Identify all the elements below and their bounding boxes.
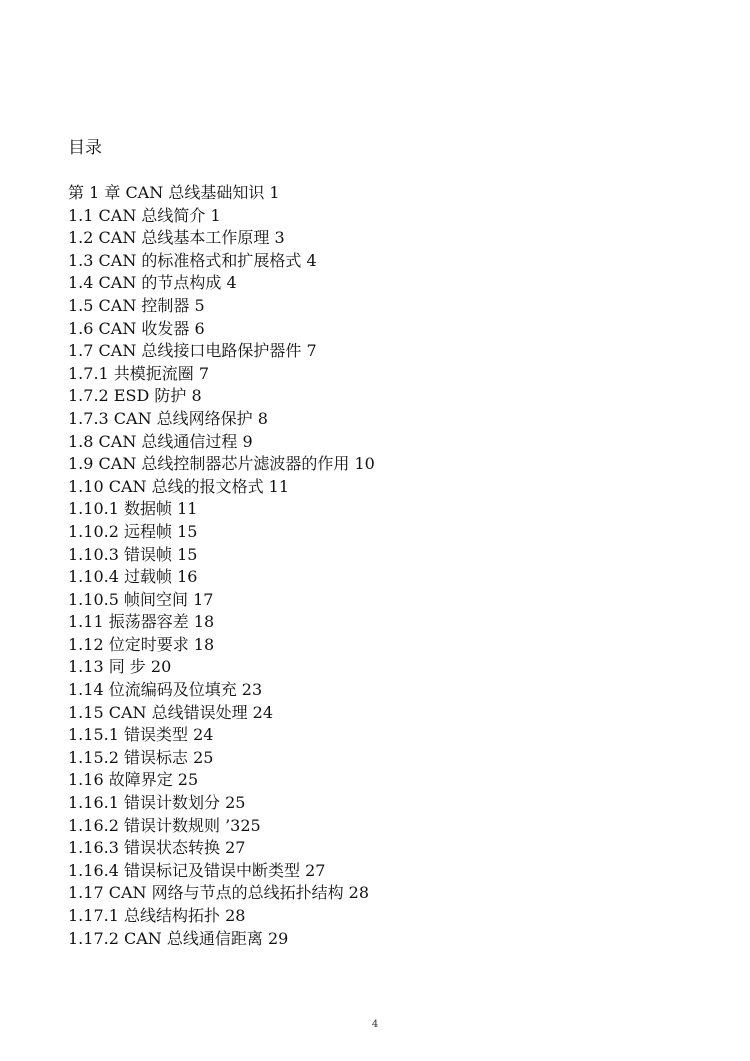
toc-entry: 1.10.5 帧间空间 17 bbox=[68, 589, 214, 609]
toc-entry: 第 1 章 CAN 总线基础知识 1 bbox=[68, 183, 280, 202]
toc-entry: 1.11 振荡器容差 18 bbox=[68, 612, 215, 632]
toc-entry: 1.10.4 过载帧 16 bbox=[68, 567, 198, 587]
toc-entry: 1.14 位流编码及位填充 23 bbox=[68, 680, 263, 700]
toc-entry: 1.7 CAN 总线接口电路保护器件 7 bbox=[68, 341, 317, 361]
toc-entry: 1.10.1 数据帧 11 bbox=[68, 499, 198, 519]
toc-entry: 1.5 CAN 控制器 5 bbox=[68, 295, 205, 315]
toc-entry: 1.4 CAN 的节点构成 4 bbox=[68, 273, 237, 293]
toc-list bbox=[68, 182, 375, 950]
toc-entry: 1.15.2 错误标志 25 bbox=[68, 747, 214, 767]
toc-entry: 1.17.1 总线结构拓扑 28 bbox=[68, 906, 246, 925]
toc-entry: 1.16.2 错误计数规则 ’325 bbox=[68, 815, 261, 835]
toc-entry: 1.12 位定时要求 18 bbox=[68, 634, 215, 654]
toc-entry: 1.16 故障界定 25 bbox=[68, 770, 199, 790]
toc-entry: 1.8 CAN 总线通信过程 9 bbox=[68, 431, 253, 451]
toc-entry: 1.7.3 CAN 总线网络保护 8 bbox=[68, 408, 268, 428]
page-number: 4 bbox=[371, 1019, 379, 1030]
toc-entry: 1.10.2 远程帧 15 bbox=[68, 521, 198, 541]
toc-entry: 1.3 CAN 的标准格式和扩展格式 4 bbox=[68, 250, 317, 270]
toc-entry: 1.13 同 步 20 bbox=[68, 657, 172, 677]
toc-entry: 1.16.1 错误计数划分 25 bbox=[68, 793, 246, 813]
toc-entry: 1.17 CAN 网络与节点的总线拓扑结构 28 bbox=[68, 883, 370, 903]
toc-entry: 1.1 CAN 总线简介 1 bbox=[68, 205, 221, 225]
toc-entry: 1.17.2 CAN 总线通信距离 29 bbox=[68, 928, 289, 948]
toc-entry: 1.7.2 ESD 防护 8 bbox=[68, 386, 202, 406]
toc-entry: 1.15 CAN 总线错误处理 24 bbox=[68, 702, 274, 722]
toc-entry: 1.16.3 错误状态转换 27 bbox=[68, 838, 246, 858]
toc-entry: 1.15.1 错误类型 24 bbox=[68, 725, 214, 745]
toc-entry: 1.6 CAN 收发器 6 bbox=[68, 318, 205, 338]
toc-entry: 1.10 CAN 总线的报文格式 11 bbox=[68, 476, 290, 496]
toc-entry: 1.7.1 共模扼流圈 7 bbox=[68, 363, 210, 383]
toc-entry: 1.2 CAN 总线基本工作原理 3 bbox=[68, 228, 285, 248]
toc-entry: 1.16.4 错误标记及错误中断类型 27 bbox=[68, 860, 326, 880]
toc-entry: 1.10.3 错误帧 15 bbox=[68, 544, 198, 564]
toc-heading: 目录 bbox=[68, 138, 102, 158]
toc-entry: 1.9 CAN 总线控制器芯片滤波器的作用 10 bbox=[68, 454, 375, 474]
